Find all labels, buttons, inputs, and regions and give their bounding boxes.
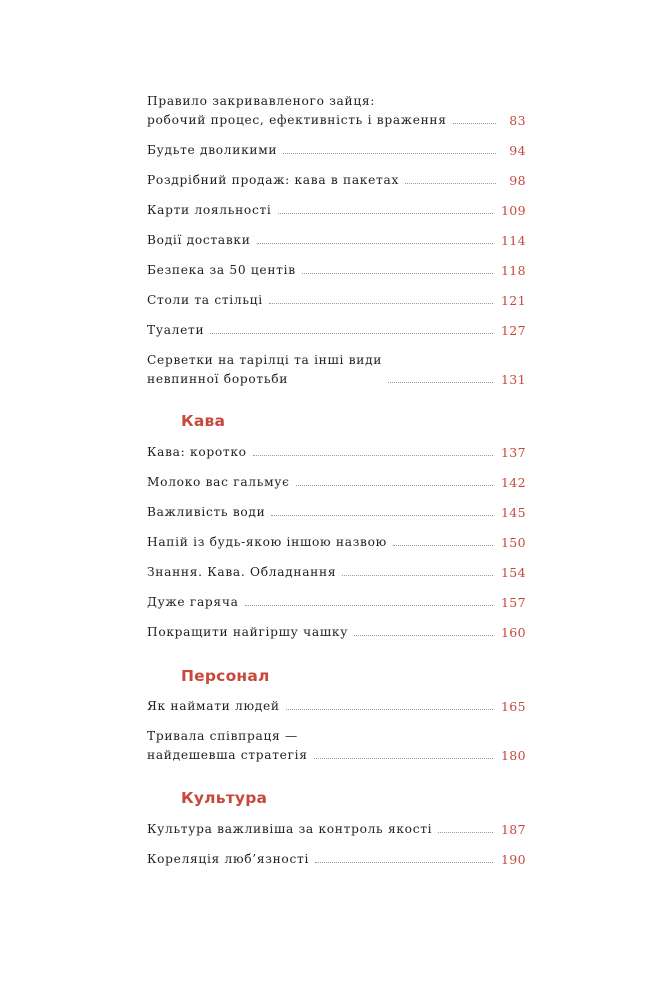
- dot-leader: [314, 758, 493, 759]
- dot-leader: [302, 273, 493, 274]
- toc-entry-page: 114: [500, 233, 526, 248]
- toc-entry[interactable]: [147, 261, 526, 280]
- toc-entry-title: Водії доставки: [147, 233, 251, 247]
- toc-entry-page: 121: [500, 293, 526, 308]
- toc-entry-title: Серветки на тарілці та інші види невпинної боротьби: [147, 353, 383, 386]
- toc-entry[interactable]: [147, 593, 526, 612]
- section-heading: Кава: [181, 412, 226, 430]
- toc-entry-title: Культура важливіша за контроль якості: [147, 822, 433, 836]
- toc-entry-page: 157: [500, 595, 526, 610]
- toc-entry-title: Безпека за 50 центів: [147, 263, 296, 277]
- section-heading: Культура: [181, 789, 268, 807]
- dot-leader: [315, 862, 493, 863]
- toc-entry-page: 190: [500, 852, 526, 867]
- toc-entry-title: Важливість води: [147, 505, 266, 519]
- dot-leader: [342, 575, 493, 576]
- toc-entry-title: Покращити найгіршу чашку: [147, 625, 349, 639]
- dot-leader: [438, 832, 493, 833]
- toc-entry[interactable]: [147, 443, 526, 462]
- toc-entry-page: 180: [500, 748, 526, 763]
- toc-entry-page: 127: [500, 323, 526, 338]
- toc-section-culture: [147, 788, 526, 869]
- dot-leader: [453, 123, 496, 124]
- toc-entry[interactable]: [147, 92, 526, 130]
- dot-leader: [257, 243, 493, 244]
- toc-entry-title: Туалети: [147, 323, 205, 337]
- toc-entry[interactable]: [147, 533, 526, 552]
- toc-entry[interactable]: [147, 623, 526, 642]
- dot-leader: [210, 333, 493, 334]
- toc-entry-page: 83: [509, 113, 526, 128]
- toc-entry-title: Дуже гаряча: [147, 595, 239, 609]
- toc-entry-page: 142: [500, 475, 526, 490]
- toc-entry[interactable]: [147, 503, 526, 522]
- toc-entry[interactable]: [147, 171, 526, 190]
- toc-entry[interactable]: [147, 141, 526, 160]
- toc-entry-page: 94: [509, 143, 526, 158]
- toc-entry-title: Кава: коротко: [147, 445, 247, 459]
- dot-leader: [388, 382, 493, 383]
- toc-entry[interactable]: [147, 697, 526, 716]
- toc-entry-page: 187: [500, 822, 526, 837]
- toc-entry[interactable]: [147, 727, 526, 765]
- toc-entry-title: Тривала співпраця — найдешевша стратегія: [147, 729, 308, 762]
- toc-entry-page: 98: [509, 173, 526, 188]
- toc-entry-page: 109: [500, 203, 526, 218]
- toc-entry-title: Кореляція люб’язності: [147, 852, 310, 866]
- toc-entry-page: 165: [500, 699, 526, 714]
- toc-entry-title: Правило закривавленого зайця: робочий процес, ефективність і враження: [147, 94, 447, 127]
- toc-entry-page: 154: [500, 565, 526, 580]
- toc-entry-page: 160: [500, 625, 526, 640]
- toc-entry[interactable]: [147, 231, 526, 250]
- toc-entry[interactable]: [147, 473, 526, 492]
- toc-section-continued: [147, 92, 526, 389]
- dot-leader: [286, 709, 493, 710]
- toc-entry-title: Столи та стільці: [147, 293, 263, 307]
- toc-entry-page: 118: [500, 263, 526, 278]
- toc-entry[interactable]: [147, 820, 526, 839]
- toc-entry[interactable]: [147, 291, 526, 310]
- toc-entry-title: Молоко вас гальмує: [147, 475, 290, 489]
- toc-entry-page: 150: [500, 535, 526, 550]
- toc-entry-title: Напій із будь-якою іншою назвою: [147, 535, 387, 549]
- toc-entry[interactable]: [147, 201, 526, 220]
- toc-entry-page: 137: [500, 445, 526, 460]
- toc-entry[interactable]: [147, 563, 526, 582]
- toc-entry-title: Будьте дволикими: [147, 143, 278, 157]
- toc-entry[interactable]: [147, 321, 526, 340]
- toc-entry-page: 145: [500, 505, 526, 520]
- dot-leader: [405, 183, 496, 184]
- dot-leader: [393, 545, 493, 546]
- section-heading: Персонал: [181, 667, 270, 685]
- dot-leader: [278, 213, 493, 214]
- dot-leader: [296, 485, 493, 486]
- toc-section-coffee: [147, 411, 526, 642]
- toc-entry-page: 131: [500, 372, 526, 387]
- dot-leader: [245, 605, 493, 606]
- dot-leader: [271, 515, 492, 516]
- dot-leader: [283, 153, 496, 154]
- toc-section-staff: [147, 666, 526, 765]
- toc-entry[interactable]: [147, 850, 526, 869]
- toc-entry[interactable]: [147, 351, 526, 389]
- dot-leader: [354, 635, 493, 636]
- toc-entry-title: Карти лояльності: [147, 203, 272, 217]
- dot-leader: [269, 303, 493, 304]
- toc-entry-title: Як наймати людей: [147, 699, 280, 713]
- toc-entry-title: Знання. Кава. Обладнання: [147, 565, 337, 579]
- dot-leader: [253, 455, 493, 456]
- toc-entry-title: Роздрібний продаж: кава в пакетах: [147, 173, 400, 187]
- table-of-contents: [147, 92, 526, 880]
